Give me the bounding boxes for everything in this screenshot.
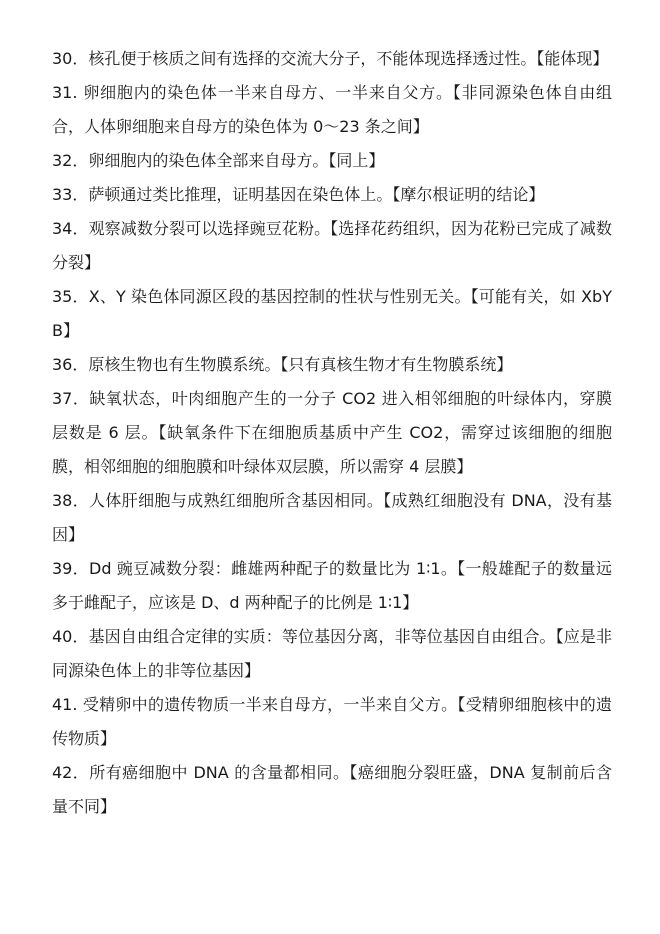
statement-38: 38．人体肝细胞与成熟红细胞所含基因相同。【成熟红细胞没有 DNA，没有基因】: [52, 491, 612, 544]
statement-37: 37．缺氧状态，叶肉细胞产生的一分子 CO2 进入相邻细胞的叶绿体内，穿膜层数是 6 层。【缺氧条件下在细胞质基质中产生 CO2，需穿过该细胞的细胞膜，相邻细胞的细胞膜和叶绿体双层膜，所以需穿 4 层膜】: [52, 389, 612, 476]
statement-35: 35．X、Y 染色体同源区段的基因控制的性状与性别无关。【可能有关，如 XbYB】: [52, 287, 612, 340]
statement-33: 33．萨顿通过类比推理，证明基因在染色体上。【摩尔根证明的结论】: [52, 185, 545, 204]
statement-36: 36．原核生物也有生物膜系统。【只有真核生物才有生物膜系统】: [52, 355, 513, 374]
document-body: [52, 42, 612, 824]
statement-34: 34．观察减数分裂可以选择豌豆花粉。【选择花药组织，因为花粉已完成了减数分裂】: [52, 219, 612, 272]
statement-40: 40．基因自由组合定律的实质：等位基因分离，非等位基因自由组合。【应是非同源染色体上的非等位基因】: [52, 627, 612, 680]
statement-31: 31. 卵细胞内的染色体一半来自母方、一半来自父方。【非同源染色体自由组合，人体卵细胞来自母方的染色体为 0～23 条之间】: [52, 83, 612, 136]
statement-32: 32．卵细胞内的染色体全部来自母方。【同上】: [52, 151, 385, 170]
statement-41: 41. 受精卵中的遗传物质一半来自母方，一半来自父方。【受精卵细胞核中的遗传物质】: [52, 695, 612, 748]
statement-39: 39．Dd 豌豆减数分裂：雌雄两种配子的数量比为 1∶1。【一般雄配子的数量远多于雌配子，应该是 D、d 两种配子的比例是 1∶1】: [52, 559, 612, 612]
statement-30: 30．核孔便于核质之间有选择的交流大分子，不能体现选择透过性。【能体现】: [52, 49, 609, 68]
statement-42: 42．所有癌细胞中 DNA 的含量都相同。【癌细胞分裂旺盛，DNA 复制前后含量不同】: [52, 763, 612, 816]
